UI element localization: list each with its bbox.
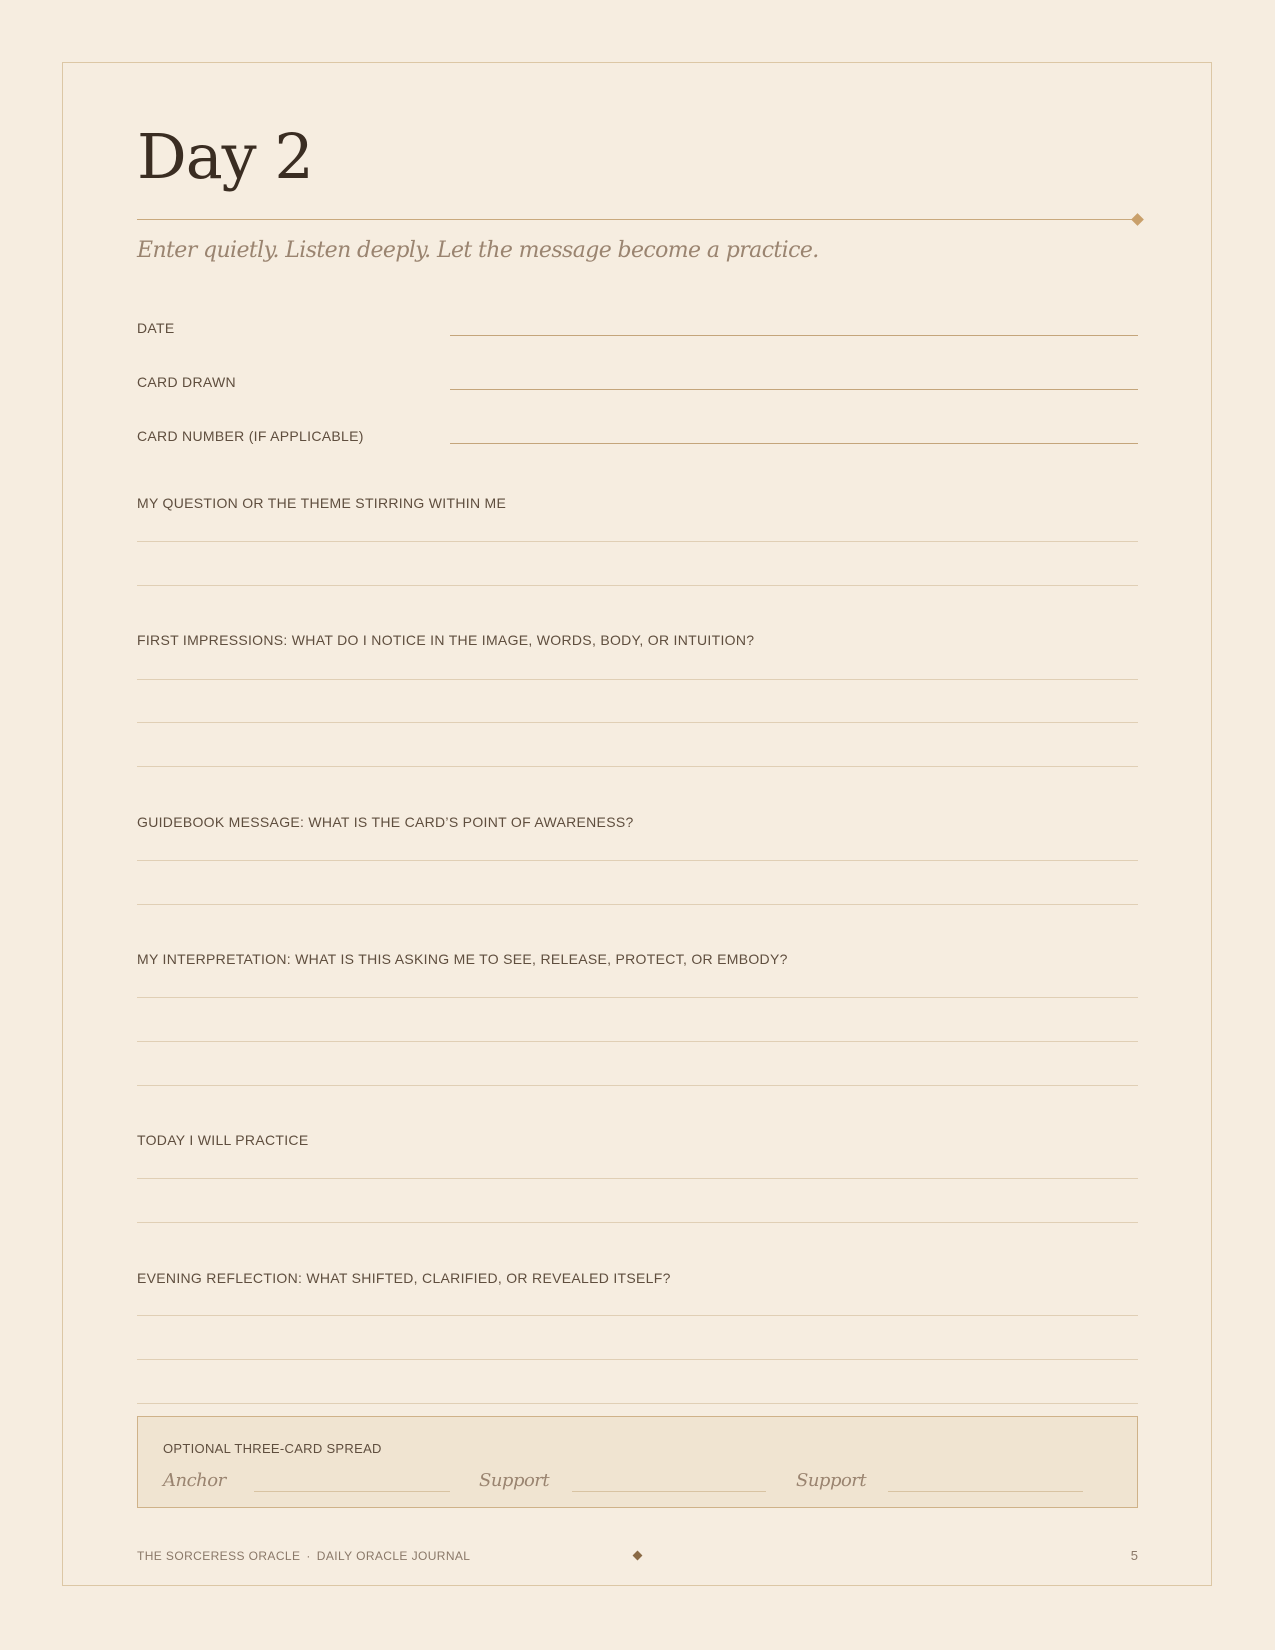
support-slot-field[interactable] xyxy=(572,1491,766,1492)
support-slot-label: Support xyxy=(796,1470,867,1491)
interpretation-prompt-label: MY INTERPRETATION: WHAT IS THIS ASKING ME TO SEE, RELEASE, PROTECT, OR EMBODY? xyxy=(137,951,788,967)
interpretation-writing-line[interactable] xyxy=(137,997,1138,998)
anchor-slot-label: Anchor xyxy=(163,1470,226,1491)
spread-title: OPTIONAL THREE-CARD SPREAD xyxy=(163,1441,382,1456)
evening-reflection-prompt-label: EVENING REFLECTION: WHAT SHIFTED, CLARIFIED, OR REVEALED ITSELF? xyxy=(137,1270,671,1286)
anchor-slot-field[interactable] xyxy=(254,1491,450,1492)
footer-separator: · xyxy=(306,1549,311,1563)
interpretation-writing-line[interactable] xyxy=(137,1041,1138,1042)
date-field[interactable] xyxy=(450,335,1138,336)
card-drawn-field[interactable] xyxy=(450,389,1138,390)
card-drawn-label: CARD DRAWN xyxy=(137,374,236,390)
title-divider xyxy=(137,219,1135,220)
practice-writing-line[interactable] xyxy=(137,1222,1138,1223)
first-impressions-writing-line[interactable] xyxy=(137,766,1138,767)
evening-reflection-writing-line[interactable] xyxy=(137,1403,1138,1404)
page-subtitle: Enter quietly. Listen deeply. Let the message become a practice. xyxy=(137,238,819,263)
card-number-label: CARD NUMBER (IF APPLICABLE) xyxy=(137,428,364,444)
evening-reflection-writing-line[interactable] xyxy=(137,1315,1138,1316)
guidebook-writing-line[interactable] xyxy=(137,904,1138,905)
question-writing-line[interactable] xyxy=(137,585,1138,586)
support-slot-label: Support xyxy=(479,1470,550,1491)
question-prompt-label: MY QUESTION OR THE THEME STIRRING WITHIN ME xyxy=(137,495,507,511)
guidebook-writing-line[interactable] xyxy=(137,860,1138,861)
practice-prompt-label: TODAY I WILL PRACTICE xyxy=(137,1132,309,1148)
first-impressions-writing-line[interactable] xyxy=(137,722,1138,723)
first-impressions-prompt-label: FIRST IMPRESSIONS: WHAT DO I NOTICE IN THE IMAGE, WORDS, BODY, OR INTUITION? xyxy=(137,632,755,648)
card-number-field[interactable] xyxy=(450,443,1138,444)
date-label: DATE xyxy=(137,320,175,336)
first-impressions-writing-line[interactable] xyxy=(137,679,1138,680)
guidebook-prompt-label: GUIDEBOOK MESSAGE: WHAT IS THE CARD’S POINT OF AWARENESS? xyxy=(137,814,634,830)
footer-book-name: THE SORCERESS ORACLE xyxy=(137,1549,301,1563)
page-number: 5 xyxy=(1130,1548,1138,1563)
evening-reflection-writing-line[interactable] xyxy=(137,1359,1138,1360)
page-title: Day 2 xyxy=(137,120,313,193)
three-card-spread-box xyxy=(137,1416,1138,1508)
support-slot-field[interactable] xyxy=(888,1491,1083,1492)
footer-section-name: DAILY ORACLE JOURNAL xyxy=(316,1549,471,1563)
question-writing-line[interactable] xyxy=(137,541,1138,542)
interpretation-writing-line[interactable] xyxy=(137,1085,1138,1086)
practice-writing-line[interactable] xyxy=(137,1178,1138,1179)
footer-title xyxy=(137,1549,470,1563)
